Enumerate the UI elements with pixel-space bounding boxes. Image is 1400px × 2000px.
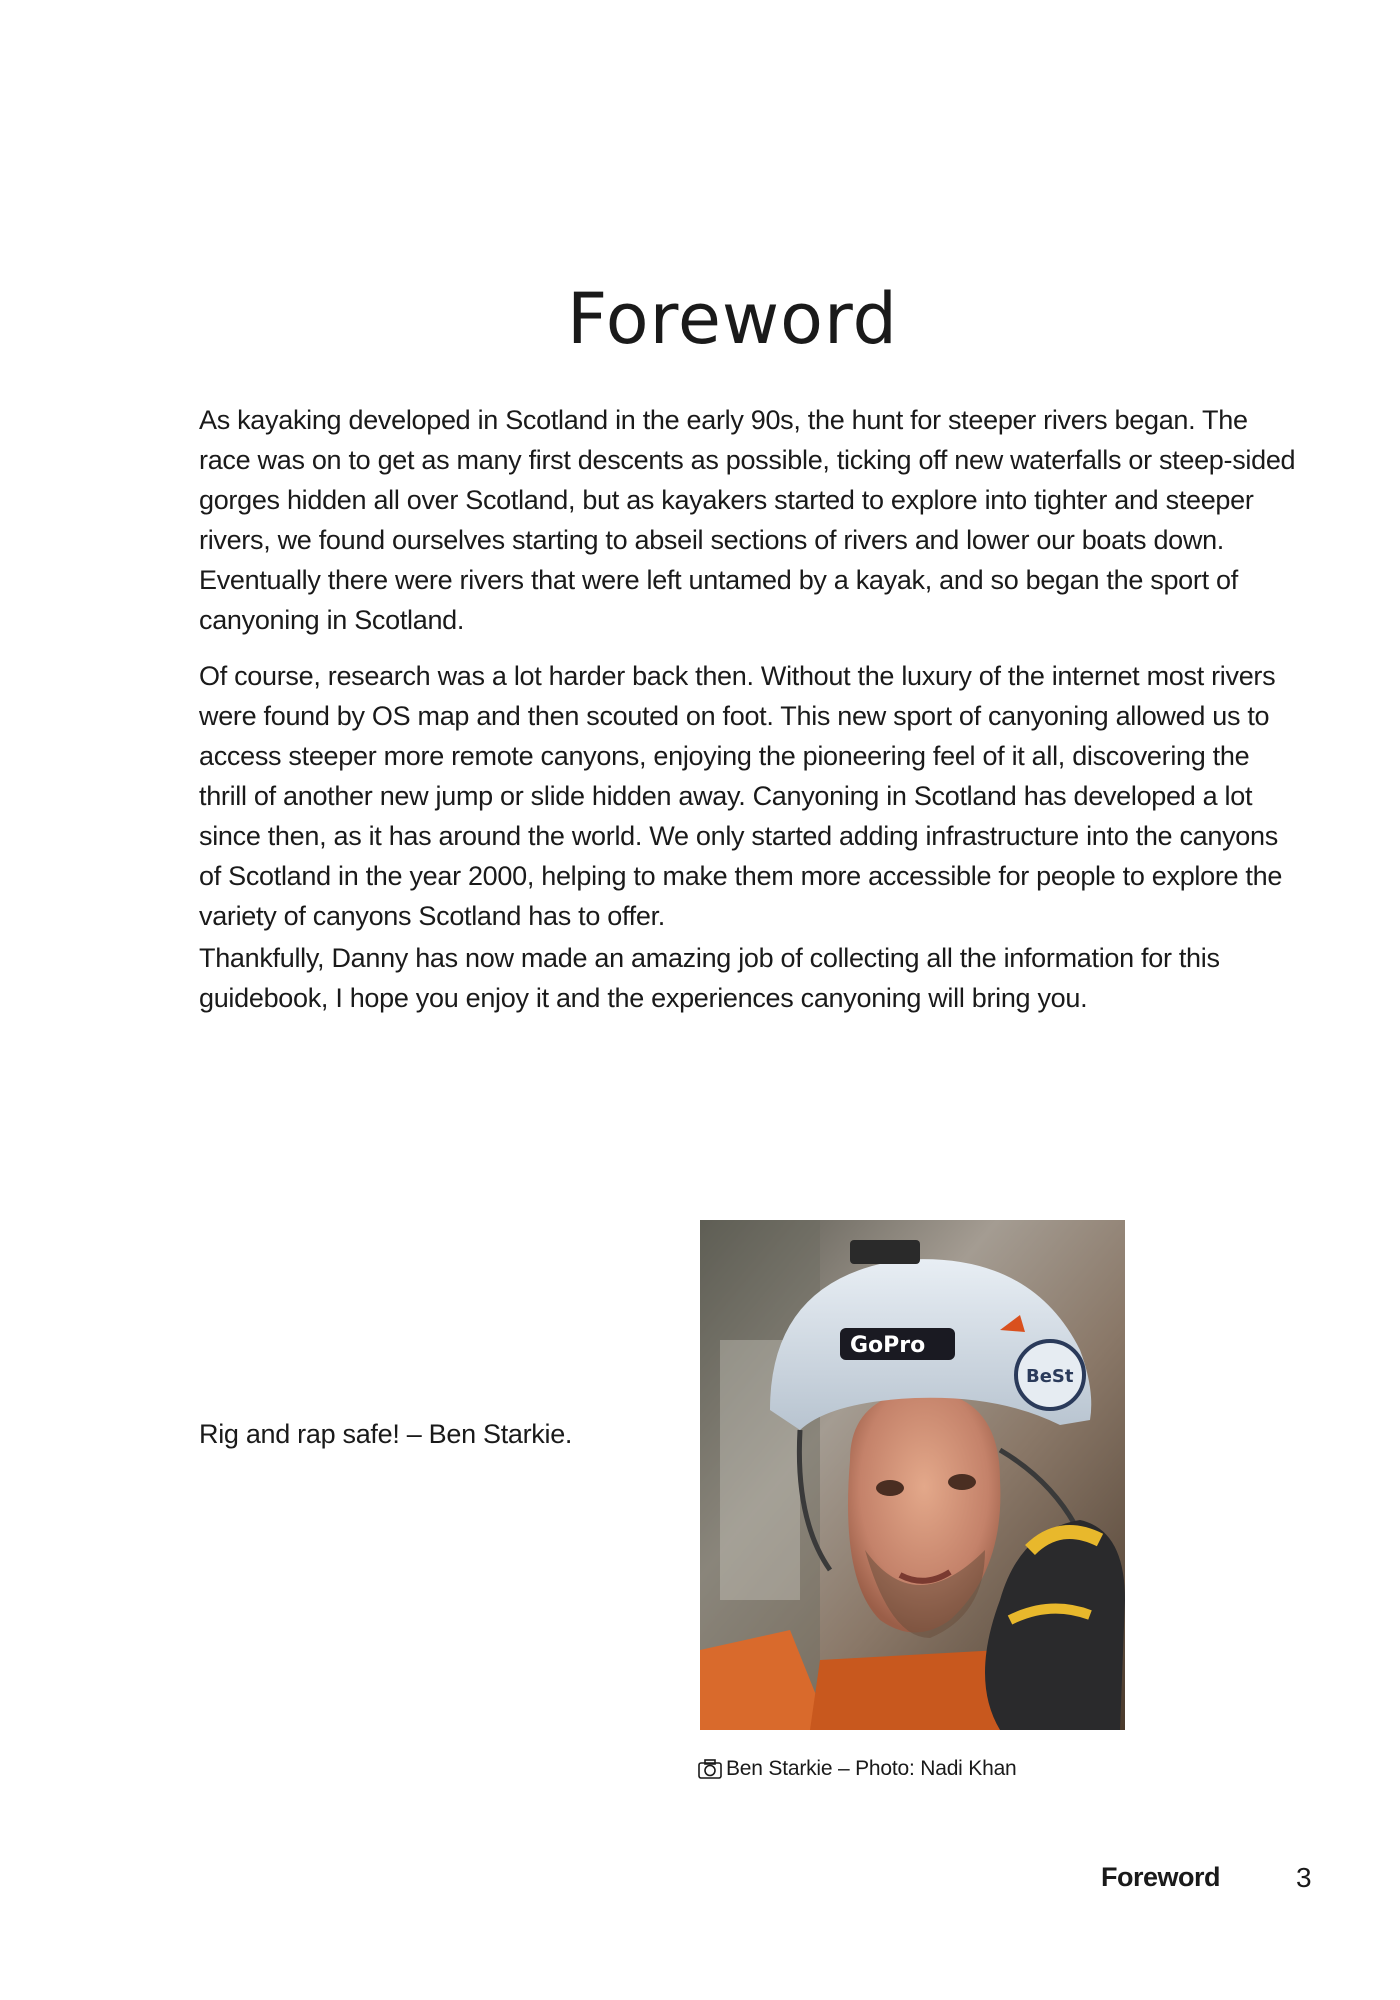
portrait-photo [700, 1220, 1125, 1730]
camera-icon [698, 1758, 722, 1780]
signoff: Rig and rap safe! – Ben Starkie. [199, 1419, 573, 1449]
footer-section-title: Foreword [1100, 1862, 1220, 1892]
foreword-body [199, 400, 1299, 1034]
caption-text: Ben Starkie – Photo: Nadi Khan [726, 1757, 1017, 1780]
page-title: Foreword [567, 278, 898, 360]
paragraph-2: Of course, research was a lot harder back then. Without the luxury of the internet most rivers were found by OS map and then scouted on foot. This new sport of canyoning allowed us to access steeper more remote canyons, enjoying the pioneering feel of it all, discovering the thrill of another new jump or slide hidden away. Canyoning in Scotland has developed a lot since then, as it has around the world. We only started adding infrastructure into the canyons of Scotland in the year 2000, helping to make them more accessible for people to explore the variety of canyons Scotland has to offer. [199, 661, 1283, 931]
helmet-brand-label: GoPro [850, 1333, 926, 1358]
portrait-illustration [700, 1220, 1125, 1730]
page-number: 3 [1296, 1862, 1312, 1893]
photo-caption [698, 1756, 1017, 1782]
paragraph-3: Thankfully, Danny has now made an amazing job of collecting all the information for this guidebook, I hope you enjoy it and the experiences canyoning will bring you. [199, 943, 1220, 1013]
helmet-logo-label: BeSt [1026, 1366, 1074, 1387]
paragraph-1: As kayaking developed in Scotland in the early 90s, the hunt for steeper rivers began. The race was on to get as many first descents as possible, ticking off new waterfalls or steep-sided gorges hidden all over Scotland, but as kayakers started to explore into tighter and steeper rivers, we found ourselves starting to abseil sections of rivers and lower our boats down. Eventually there were rivers that were left untamed by a kayak, and so began the sport of canyoning in Scotland. [199, 405, 1296, 635]
